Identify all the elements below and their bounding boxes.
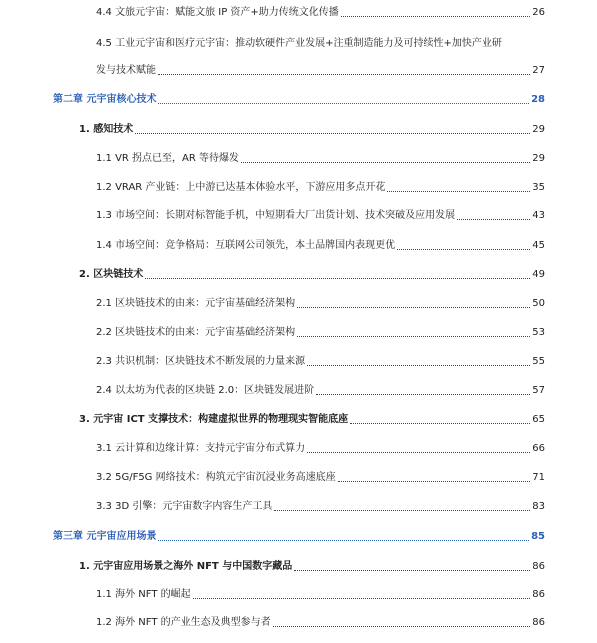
toc-section[interactable]	[0, 413, 545, 426]
toc-chapter-title: 第二章 元宇宙核心技术	[0, 93, 158, 106]
toc-leader-dots	[241, 162, 530, 163]
toc-section-title: 3. 元宇宙 ICT 支撑技术：构建虚拟世界的物理现实智能底座	[0, 413, 350, 426]
toc-entry-page: 86	[532, 589, 545, 600]
toc-entry[interactable]	[0, 471, 545, 484]
toc-entry-title: 1.3 市场空间：长期对标智能手机，中短期看大厂出货计划、技术突破及应用发展	[0, 209, 457, 222]
toc-entry[interactable]	[0, 384, 545, 397]
toc-entry[interactable]	[0, 616, 545, 629]
toc-chapter[interactable]	[0, 93, 545, 106]
toc-section-title: 2. 区块链技术	[0, 268, 145, 281]
toc-entry-title: 3.3 3D 引擎：元宇宙数字内容生产工具	[0, 500, 274, 513]
toc-entry-page: 53	[532, 327, 545, 338]
toc-leader-dots	[338, 481, 531, 482]
toc-leader-dots	[158, 74, 530, 75]
toc-entry[interactable]	[0, 37, 542, 50]
toc-chapter-page: 85	[531, 531, 545, 542]
toc-leader-dots	[158, 103, 529, 104]
toc-leader-dots	[457, 219, 530, 220]
toc-leader-dots	[316, 394, 530, 395]
toc-entry[interactable]	[0, 588, 545, 601]
toc-entry-title: 1.2 海外 NFT 的产业生态及典型参与者	[0, 616, 273, 629]
toc-entry-title: 3.2 5G/F5G 网络技术：构筑元宇宙沉浸业务高速底座	[0, 471, 338, 484]
toc-leader-dots	[274, 510, 530, 511]
toc-entry-title: 4.5 工业元宇宙和医疗元宇宙：推动软硬件产业发展+注重制造能力及可持续性+加快产业研	[0, 37, 504, 50]
toc-section[interactable]	[0, 123, 545, 136]
toc-section[interactable]	[0, 560, 545, 573]
toc-entry[interactable]	[0, 239, 545, 252]
toc-entry-page: 50	[532, 298, 545, 309]
toc-leader-dots	[135, 133, 530, 134]
toc-entry-page: 26	[532, 7, 545, 18]
toc-entry[interactable]	[0, 326, 545, 339]
toc-entry[interactable]	[0, 181, 545, 194]
toc-entry-page: 43	[532, 210, 545, 221]
toc-chapter-title: 第三章 元宇宙应用场景	[0, 530, 158, 543]
toc-entry-title: 4.4 文旅元宇宙：赋能文旅 IP 资产+助力传统文化传播	[0, 6, 341, 19]
toc-entry-title: 1.1 VR 拐点已至，AR 等待爆发	[0, 152, 241, 165]
toc-leader-dots	[307, 452, 530, 453]
toc-leader-dots	[193, 598, 531, 599]
toc-entry-page: 35	[532, 182, 545, 193]
toc-entry-page: 55	[532, 356, 545, 367]
toc-leader-dots	[307, 365, 530, 366]
toc-entry-title: 2.4 以太坊为代表的区块链 2.0：区块链发展进阶	[0, 384, 316, 397]
toc-entry-page: 66	[532, 443, 545, 454]
toc-leader-dots	[273, 626, 531, 627]
toc-entry-title: 1.1 海外 NFT 的崛起	[0, 588, 193, 601]
toc-leader-dots	[297, 307, 530, 308]
toc-leader-dots	[145, 278, 530, 279]
toc-entry[interactable]	[0, 355, 545, 368]
toc-entry[interactable]	[0, 152, 545, 165]
toc-leader-dots	[350, 423, 530, 424]
toc-leader-dots	[397, 249, 530, 250]
toc-chapter[interactable]	[0, 530, 545, 543]
toc-section-page: 29	[532, 124, 545, 135]
toc-entry-page: 83	[532, 501, 545, 512]
toc-entry-page: 71	[532, 472, 545, 483]
toc-entry-title: 2.2 区块链技术的由来：元宇宙基础经济架构	[0, 326, 297, 339]
toc-leader-dots	[341, 16, 530, 17]
toc-entry-page: 45	[532, 240, 545, 251]
toc-entry[interactable]	[0, 442, 545, 455]
toc-entry-title: 1.4 市场空间：竞争格局：互联网公司领先，本土品牌国内表现更优	[0, 239, 397, 252]
toc-entry[interactable]	[0, 209, 545, 222]
toc-section-page: 65	[532, 414, 545, 425]
toc-entry-page: 57	[532, 385, 545, 396]
toc-entry[interactable]	[0, 500, 545, 513]
toc-entry-page: 27	[532, 65, 545, 76]
toc-leader-dots	[158, 540, 529, 541]
toc-entry-continuation[interactable]	[0, 64, 545, 77]
toc-leader-dots	[294, 570, 530, 571]
toc-section-title: 1. 感知技术	[0, 123, 135, 136]
toc-section-title: 1. 元宇宙应用场景之海外 NFT 与中国数字藏品	[0, 560, 294, 573]
toc-leader-dots	[297, 336, 530, 337]
toc-entry[interactable]	[0, 6, 545, 19]
toc-entry-title-cont: 发与技术赋能	[0, 64, 158, 77]
toc-entry-title: 2.3 共识机制：区块链技术不断发展的力量来源	[0, 355, 307, 368]
toc-section[interactable]	[0, 268, 545, 281]
toc-entry-page: 86	[532, 617, 545, 628]
toc-section-page: 86	[532, 561, 545, 572]
toc-entry-title: 2.1 区块链技术的由来：元宇宙基础经济架构	[0, 297, 297, 310]
toc-entry-title: 3.1 云计算和边缘计算：支持元宇宙分布式算力	[0, 442, 307, 455]
toc-chapter-page: 28	[531, 94, 545, 105]
toc-entry-title: 1.2 VRAR 产业链：上中游已达基本体验水平，下游应用多点开花	[0, 181, 387, 194]
toc-entry[interactable]	[0, 297, 545, 310]
toc-section-page: 49	[532, 269, 545, 280]
toc-entry-page: 29	[532, 153, 545, 164]
toc-leader-dots	[387, 191, 530, 192]
